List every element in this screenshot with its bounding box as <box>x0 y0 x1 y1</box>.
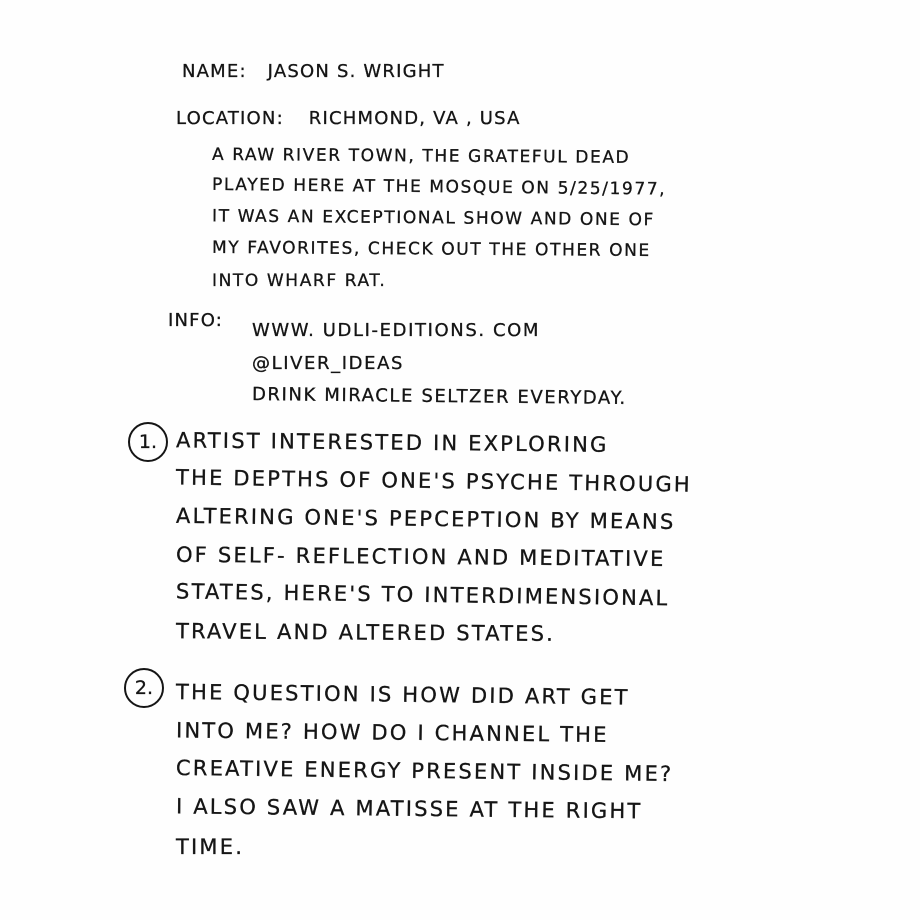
entry-line: TIME. <box>176 835 245 859</box>
entry-line: THE DEPTHS OF ONE'S PSYCHE THROUGH <box>175 465 693 497</box>
entry-line: INTO ME? HOW DO I CHANNEL THE <box>175 718 609 747</box>
entry-text <box>176 424 692 652</box>
entry-number-circle: 1. <box>128 422 168 462</box>
location-notes <box>212 142 812 297</box>
location-note-line: PLAYED HERE AT THE MOSQUE ON 5/25/1977, <box>211 174 667 200</box>
name-value: JASON S. WRIGHT <box>267 61 445 82</box>
entry-line: ALTERING ONE'S PEPCEPTION BY MEANS <box>175 503 676 534</box>
info-label: INFO: <box>168 310 224 331</box>
location-value: RICHMOND, VA , USA <box>308 108 521 129</box>
name-label: NAME: <box>182 61 247 82</box>
location-field <box>176 108 521 129</box>
entry-line: OF SELF- REFLECTION AND MEDITATIVE <box>175 542 666 572</box>
info-website: WWW. UDLI-EDITIONS. COM <box>252 320 541 341</box>
info-handle: @LIVER_IDEAS <box>252 353 405 374</box>
info-field <box>168 310 223 331</box>
name-field <box>182 61 445 82</box>
location-label: LOCATION: <box>176 108 284 129</box>
entry-line: CREATIVE ENERGY PRESENT INSIDE ME? <box>175 755 674 787</box>
entry-line: I ALSO SAW A MATISSE AT THE RIGHT <box>175 794 643 824</box>
location-note-line: A RAW RIVER TOWN, THE GRATEFUL DEAD <box>211 144 631 168</box>
entry-line: THE QUESTION IS HOW DID ART GET <box>175 679 630 710</box>
location-note-line: INTO WHARF RAT. <box>212 271 387 291</box>
location-note-line: IT WAS AN EXCEPTIONAL SHOW AND ONE OF <box>211 206 655 231</box>
entry-number-circle: 2. <box>124 668 164 708</box>
entry-text <box>176 676 673 866</box>
info-note: DRINK MIRACLE SELTZER EVERYDAY. <box>251 384 627 409</box>
entry-line: TRAVEL AND ALTERED STATES. <box>175 619 556 646</box>
info-list <box>252 314 627 413</box>
location-note-line: MY FAVORITES, CHECK OUT THE OTHER ONE <box>211 237 651 261</box>
entry-line: ARTIST INTERESTED IN EXPLORING <box>175 428 609 457</box>
entry-line: STATES, HERE'S TO INTERDIMENSIONAL <box>175 579 670 611</box>
